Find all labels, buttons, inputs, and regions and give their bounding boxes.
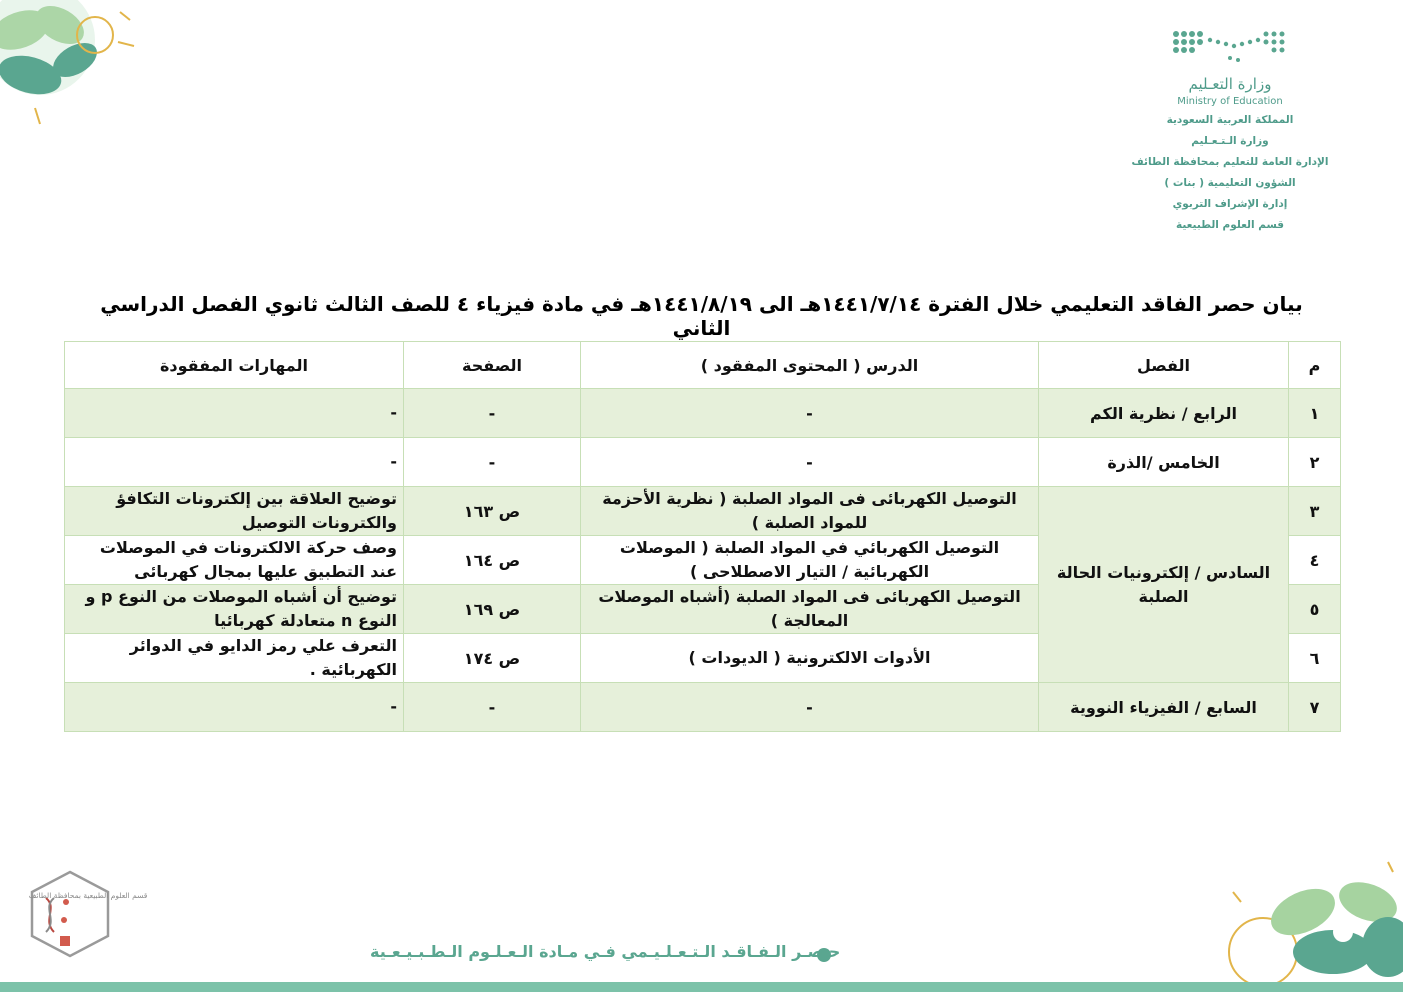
row-number: ٦ [1289,634,1341,683]
ministry-name-arabic: وزارة التعـليم [1188,75,1272,93]
table-row [65,683,1341,732]
row-page: ص ١٦٤ [404,536,581,585]
table-row [65,487,1341,536]
row-skill: توضيح أن أشباه الموصلات من النوع p و النوع n متعادلة كهربائيا [65,585,404,634]
row-skill: - [65,389,404,438]
header-line: قسم العلوم الطبيعية [1175,219,1285,231]
table-row [65,389,1341,438]
row-page: ص ١٦٣ [404,487,581,536]
row-skill: وصف حركة الالكترونات في الموصلات عند التطبيق عليها بمجال كهربائى [65,536,404,585]
page-title: بيان حصر الفاقد التعليمي خلال الفترة ١٤٤١/٧/١٤هـ الى ١٤٤١/٨/١٩هـ في مادة فيزياء ٤ للصف الثالث ثانوي الفصل الدراسي الثاني [100,292,1303,340]
merged-chapter-cell: السادس / إلكترونيات الحالة الصلبة [1039,487,1289,683]
ministry-header [1115,28,1345,236]
bottom-border-strip [0,982,1403,992]
row-chapter: الخامس /الذرة [1039,438,1289,487]
header-line: الشؤون التعليمية ( بنات ) [1164,177,1296,189]
row-lesson: - [581,683,1039,732]
ministry-name-english: Ministry of Education [1177,96,1283,107]
header-skills: المهارات المفقودة [65,342,404,389]
header-lesson: الدرس ( المحتوى المفقود ) [581,342,1039,389]
header-line: المملكة العربية السعودية [1166,114,1294,126]
table-row [65,438,1341,487]
row-number: ١ [1289,389,1341,438]
department-logo-text: قسم العلوم الطبيعية بمحافظة الطائف [28,891,148,900]
row-page: - [404,438,581,487]
row-number: ٤ [1289,536,1341,585]
row-lesson: التوصيل الكهربائى فى المواد الصلبة (أشباه الموصلات المعالجة ) [581,585,1039,634]
footer-text: حـصـر الـفـاقـد الـتـعـلـيـمي فـي مـادة الـعـلـوم الـطـبـيـعـية [370,942,841,961]
row-lesson: التوصيل الكهربائى فى المواد الصلبة ( نظرية الأحزمة للمواد الصلبة ) [581,487,1039,536]
corner-flower-decoration [1193,852,1403,992]
header-chapter: الفصل [1039,342,1289,389]
row-chapter: السابع / الفيزياء النووية [1039,683,1289,732]
row-lesson: الأدوات الالكترونية ( الديودات ) [581,634,1039,683]
row-skill: - [65,683,404,732]
row-skill: التعرف علي رمز الدايو في الدوائر الكهربائية . [65,634,404,683]
row-number: ٢ [1289,438,1341,487]
row-number: ٥ [1289,585,1341,634]
department-logo [24,868,148,960]
row-lesson: - [581,389,1039,438]
header-line: وزارة الـتـعـليم [1191,135,1269,147]
row-page: ص ١٦٩ [404,585,581,634]
learning-loss-table [64,341,1341,732]
table-header-row [65,342,1341,389]
header-line: الإدارة العامة للتعليم بمحافظة الطائف [1131,156,1329,168]
row-lesson: التوصيل الكهربائي في المواد الصلبة ( الموصلات الكهربائية / التيار الاصطلاحى ) [581,536,1039,585]
ministry-logo-icon [1170,28,1290,70]
row-skill: توضيح العلاقة بين إلكترونات التكافؤ والكترونات التوصيل [65,487,404,536]
header-page: الصفحة [404,342,581,389]
row-number: ٧ [1289,683,1341,732]
row-skill: - [65,438,404,487]
row-number: ٣ [1289,487,1341,536]
row-page: - [404,683,581,732]
header-line: إدارة الإشراف التربوي [1172,198,1288,210]
row-chapter: الرابع / نظرية الكم [1039,389,1289,438]
row-page: ص ١٧٤ [404,634,581,683]
row-lesson: - [581,438,1039,487]
header-num: م [1289,342,1341,389]
row-page: - [404,389,581,438]
corner-flower-decoration [0,0,140,130]
